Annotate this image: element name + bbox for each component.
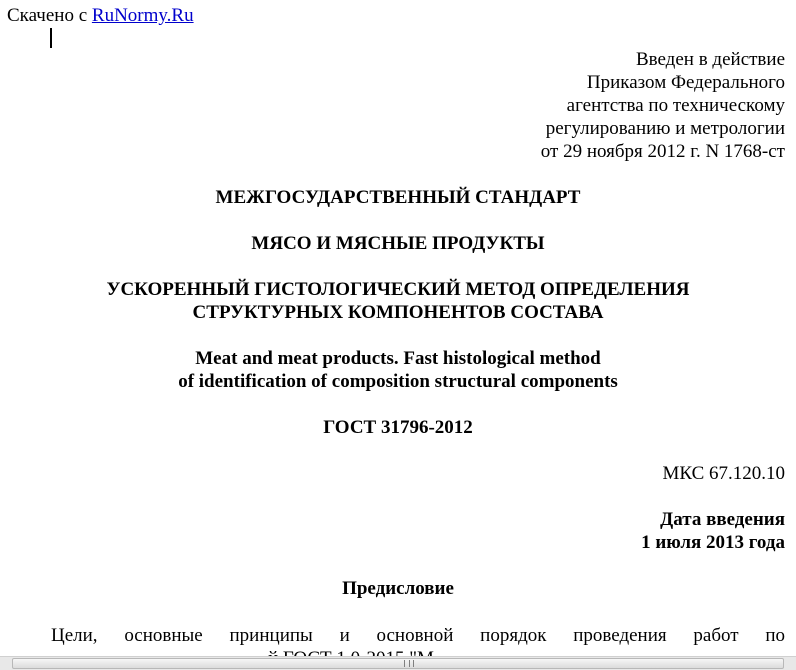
introduction-date-label: Дата введения (660, 509, 785, 530)
introduction-date (641, 508, 785, 554)
paragraph-word: основные (124, 625, 203, 646)
paragraph-word: порядок (480, 625, 547, 646)
enactment-note (541, 48, 785, 163)
source-line (7, 4, 194, 27)
enactment-line: Введен в действие (635, 49, 785, 70)
source-link[interactable]: RuNormy.Ru (91, 5, 194, 26)
mks-code: МКС 67.120.10 (662, 463, 785, 484)
enactment-line: агентства по техническому (566, 95, 785, 116)
paragraph-word: и (339, 625, 350, 646)
paragraph-word: по (765, 625, 785, 646)
paragraph-word: основной (376, 625, 454, 646)
enactment-line: регулированию и метрологии (545, 118, 785, 139)
preface-heading: Предисловие (342, 578, 454, 599)
english-title-line-1: Meat and meat products. Fast histological method (195, 348, 601, 369)
gost-number: ГОСТ 31796-2012 (323, 417, 473, 438)
enactment-line: Приказом Федерального (586, 72, 785, 93)
paragraph-word: проведения (573, 625, 667, 646)
source-prefix: Скачено с (7, 5, 88, 26)
paragraph-word: работ (693, 625, 739, 646)
text-cursor (50, 28, 52, 48)
english-title-line-2: of identification of composition structural components (178, 371, 618, 392)
enactment-line: от 29 ноября 2012 г. N 1768-ст (540, 141, 785, 162)
scrollbar-thumb[interactable] (12, 658, 784, 669)
standard-type-heading: МЕЖГОСУДАРСТВЕННЫЙ СТАНДАРТ (215, 187, 581, 208)
method-title-line-2: СТРУКТУРНЫХ КОМПОНЕНТОВ СОСТАВА (192, 302, 604, 323)
introduction-date-value: 1 июля 2013 года (641, 532, 785, 553)
preface-paragraph-line (51, 624, 785, 647)
paragraph-word: принципы (229, 625, 313, 646)
product-heading: МЯСО И МЯСНЫЕ ПРОДУКТЫ (251, 233, 545, 254)
horizontal-scrollbar[interactable] (0, 656, 796, 670)
paragraph-word: Цели, (51, 625, 98, 646)
method-title-line-1: УСКОРЕННЫЙ ГИСТОЛОГИЧЕСКИЙ МЕТОД ОПРЕДЕЛЕНИЯ (106, 279, 690, 300)
grip-icon (404, 660, 414, 667)
